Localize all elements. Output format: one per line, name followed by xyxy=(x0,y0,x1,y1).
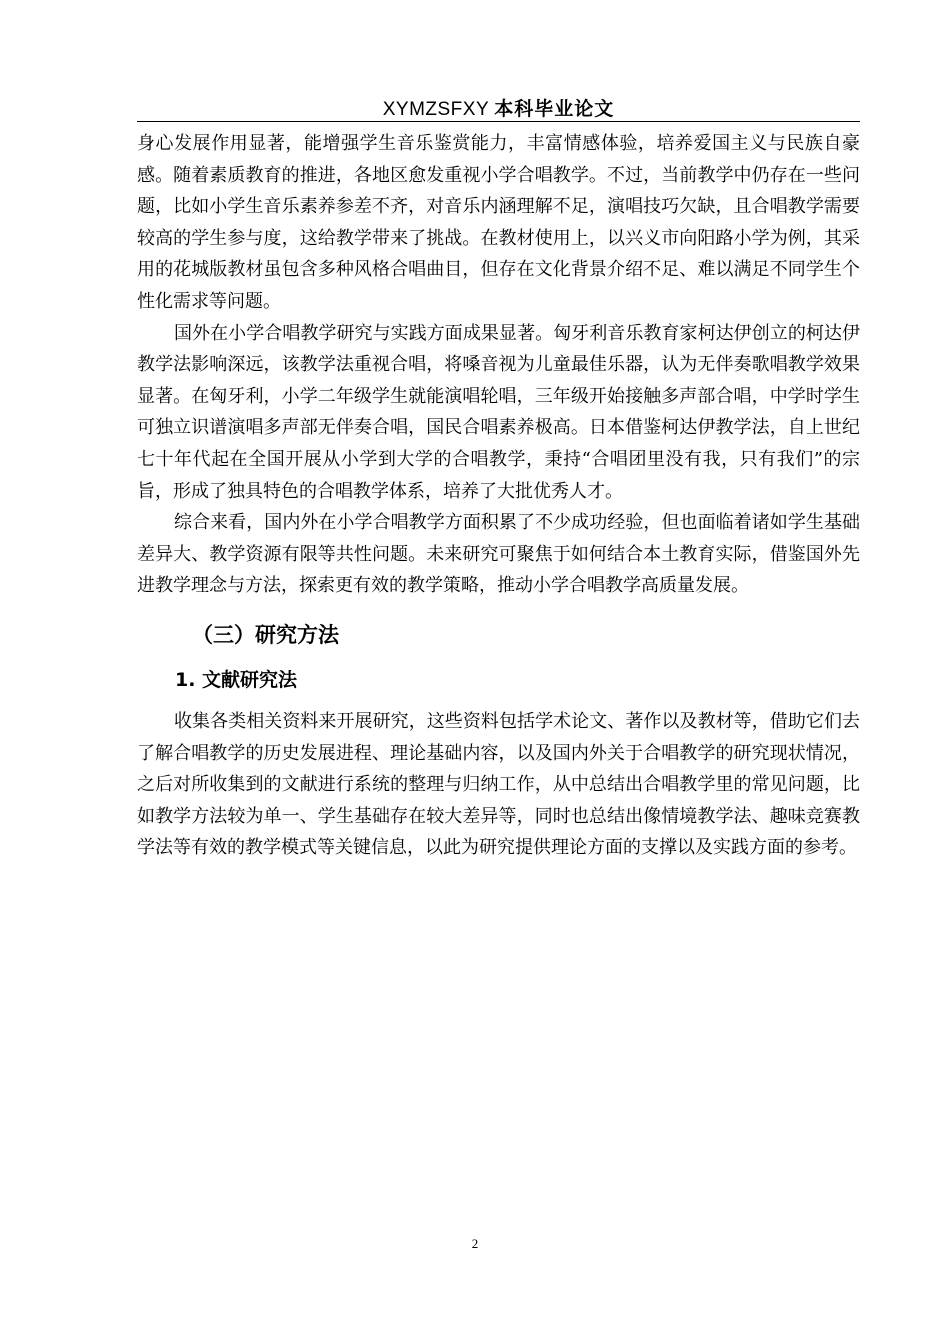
section-heading-research-methods: （三）研究方法 xyxy=(192,622,339,647)
body-content xyxy=(137,128,860,864)
paragraph-summary: 综合来看，国内外在小学合唱教学方面积累了不少成功经验，但也面临着诸如学生基础差异大、教学资源有限等共性问题。未来研究可聚焦于如何结合本土教育实际，借鉴国外先进教学理念与方法，探索更有效的教学策略，推动小学合唱教学高质量发展。 xyxy=(137,512,860,597)
page-header xyxy=(137,94,860,122)
paragraph-literature-method: 收集各类相关资料来开展研究，这些资料包括学术论文、著作以及教材等，借助它们去了解合唱教学的历史发展进程、理论基础内容，以及国内外关于合唱教学的研究现状情况，之后对所收集到的文献进行系统的整理与归纳工作，从中总结出合唱教学里的常见问题，比如教学方法较为单一、学生基础存在较大差异等，同时也总结出像情境教学法、趣味竞赛教学法等有效的教学模式等关键信息，以此为研究提供理论方面的支撑以及实践方面的参考。 xyxy=(137,710,860,859)
header-thesis-label: 本科毕业论文 xyxy=(494,98,615,120)
paragraph-continued: 身心发展作用显著，能增强学生音乐鉴赏能力，丰富情感体验，培养爱国主义与民族自豪感。随着素质教育的推进，各地区愈发重视小学合唱教学。不过，当前教学中仍存在一些问题，比如小学生音乐素养参差不齐，对音乐内涵理解不足，演唱技巧欠缺，且合唱教学需要较高的学生参与度，这给教学带来了挑战。在教材使用上，以兴义市向阳路小学为例，其采用的花城版教材虽包含多种风格合唱曲目，但存在文化背景介绍不足、难以满足不同学生个性化需求等问题。 xyxy=(137,133,860,312)
subsection-heading-literature-method: 1. 文献研究法 xyxy=(175,668,298,691)
header-school-code: XYMZSFXY xyxy=(382,99,490,120)
paragraph-foreign-research: 国外在小学合唱教学研究与实践方面成果显著。匈牙利音乐教育家柯达伊创立的柯达伊教学法影响深远，该教学法重视合唱，将嗓音视为儿童最佳乐器，认为无伴奏歌唱教学效果显著。在匈牙利，小学二年级学生就能演唱轮唱，三年级开始接触多声部合唱，中学时学生可独立识谱演唱多声部无伴奏合唱，国民合唱素养极高。日本借鉴柯达伊教学法，自上世纪七十年代起在全国开展从小学到大学的合唱教学，秉持“合唱团里没有我，只有我们”的宗旨，形成了独具特色的合唱教学体系，培养了大批优秀人才。 xyxy=(137,322,860,502)
page-number: 2 xyxy=(471,1236,479,1251)
